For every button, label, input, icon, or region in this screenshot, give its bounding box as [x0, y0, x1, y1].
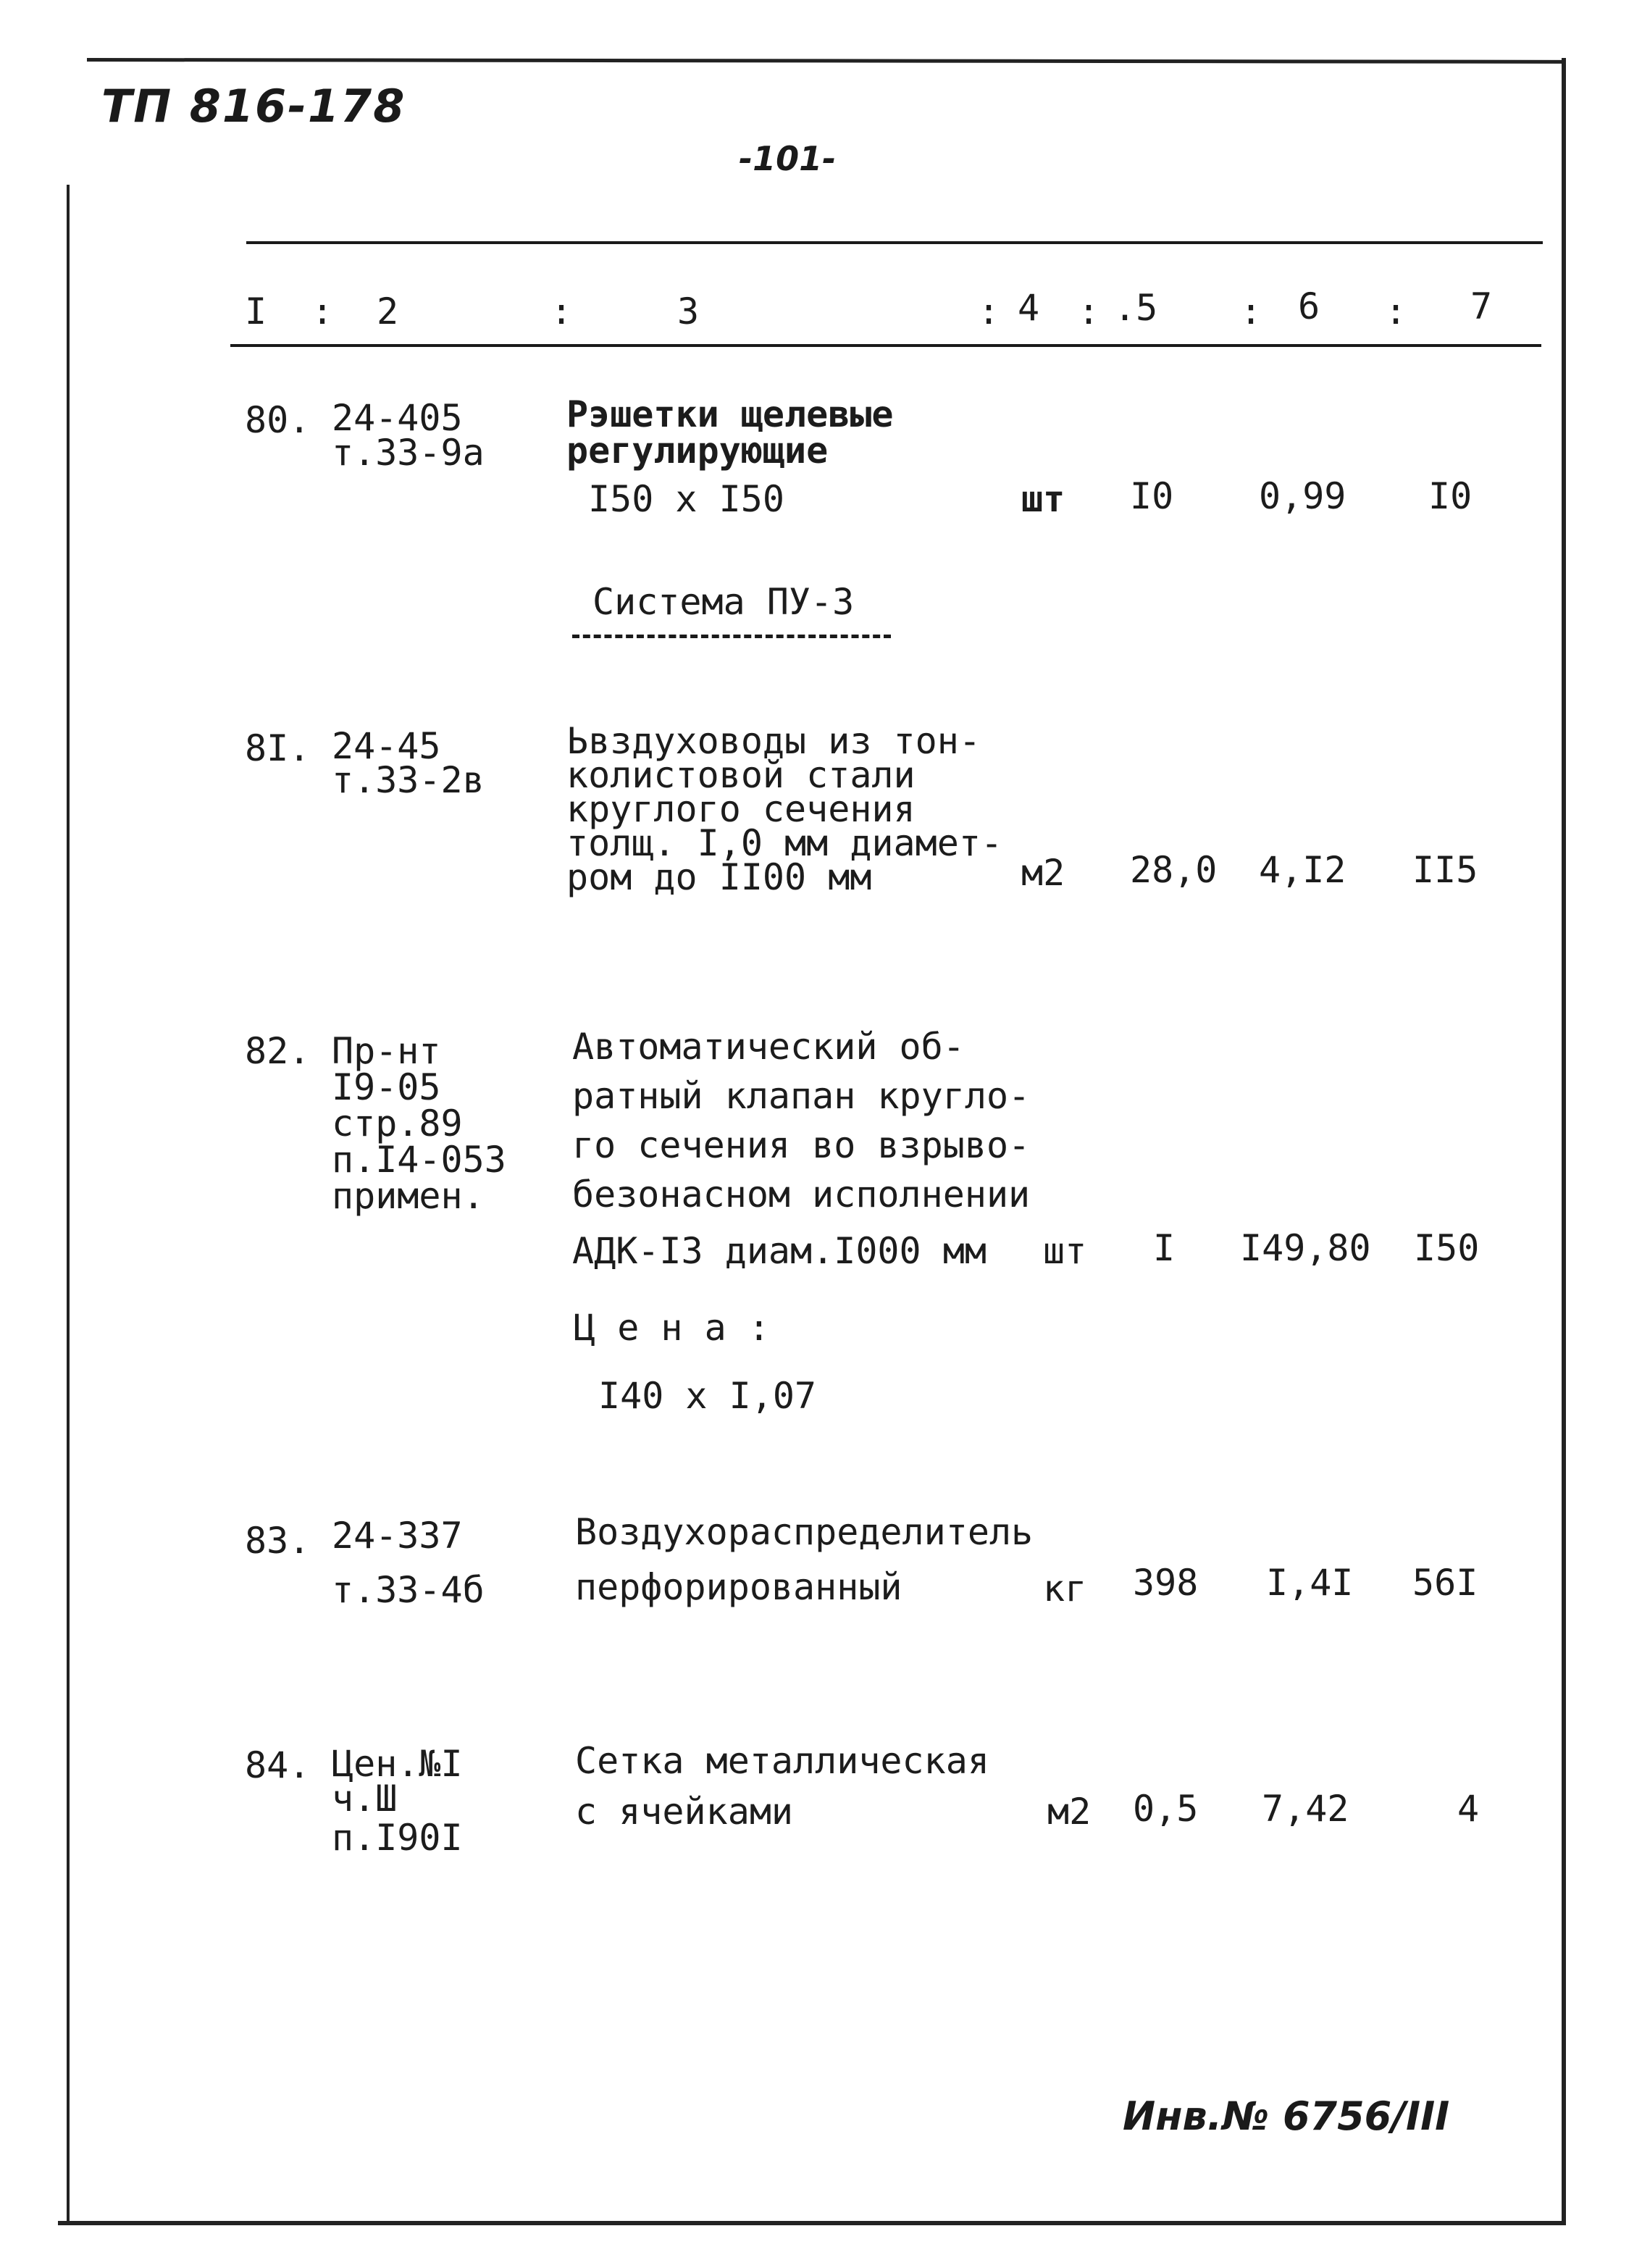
document-code: ТП 816-178: [101, 80, 406, 133]
row-code-line: т.33-4б: [332, 1569, 485, 1611]
row-description-line: толщ. I,0 мм диамет-: [566, 822, 1003, 864]
row-number: 8I.: [245, 727, 311, 769]
row-code-line: стр.89: [332, 1102, 463, 1145]
row-quantity: 0,5: [1133, 1788, 1199, 1830]
price-note-formula: I40 x I,07: [598, 1375, 817, 1417]
row-quantity: I: [1153, 1227, 1176, 1269]
row-description-line: колистовой стали: [566, 754, 916, 796]
row-description-line: АДК-I3 диам.I000 мм: [572, 1230, 987, 1272]
row-code-line: Цен.№I: [332, 1743, 463, 1785]
row-code-line: п.I4-053: [332, 1139, 506, 1181]
row-unit: кг: [1043, 1568, 1087, 1610]
col-header-sep: :: [978, 290, 1000, 332]
row-unit: шт: [1021, 478, 1065, 520]
row-unit: м2: [1047, 1791, 1092, 1833]
row-quantity: I0: [1130, 475, 1174, 517]
row-code-line: ч.Ш: [332, 1778, 398, 1820]
col-header-3: 3: [677, 290, 700, 332]
row-unit: м2: [1021, 852, 1065, 894]
row-price: 7,42: [1262, 1788, 1349, 1830]
row-total: I50: [1414, 1227, 1480, 1269]
frame-right-border: [1562, 58, 1566, 2224]
row-description-line: Сетка металлическая: [575, 1740, 989, 1782]
header-rule-top: [246, 241, 1543, 244]
row-unit: шт: [1043, 1230, 1087, 1272]
col-header-sep: :: [1385, 290, 1407, 332]
row-price: I49,80: [1240, 1227, 1371, 1269]
row-description-line: го сечения во взрыво-: [572, 1124, 1031, 1166]
row-price: 0,99: [1259, 475, 1346, 517]
row-description-line: перфорированный: [575, 1566, 902, 1608]
col-header-5: .5: [1114, 287, 1158, 329]
col-header-4: 4: [1018, 287, 1040, 329]
frame-top-border: [87, 58, 1564, 64]
row-code-line: п.I90I: [332, 1817, 463, 1859]
row-description-line: регулирующие: [566, 430, 829, 472]
row-code-line: 24-45: [332, 725, 441, 767]
col-header-sep: :: [1078, 290, 1100, 332]
row-code-line: т.33-9а: [332, 432, 485, 474]
row-total: 4: [1457, 1788, 1480, 1830]
frame-left-border: [67, 185, 70, 2224]
row-description-line: ром до II00 мм: [566, 856, 872, 898]
row-number: 83.: [245, 1520, 311, 1562]
row-number: 80.: [245, 399, 311, 441]
col-header-sep: :: [1240, 290, 1262, 332]
row-total: II5: [1412, 849, 1478, 891]
row-quantity: 28,0: [1130, 849, 1218, 891]
row-description-line: Автоматический об-: [572, 1026, 965, 1068]
col-header-6: 6: [1298, 285, 1320, 327]
col-header-2: 2: [377, 290, 399, 332]
row-description-line: Ьвздуховоды из тон-: [566, 720, 981, 762]
header-rule-bottom: [230, 344, 1541, 347]
row-description-line: круглого сечения: [566, 788, 916, 830]
col-header-7: 7: [1470, 285, 1493, 327]
frame-bottom-border: [58, 2221, 1566, 2225]
row-code-line: примен.: [332, 1175, 485, 1217]
row-number: 82.: [245, 1030, 311, 1072]
row-code-line: 24-337: [332, 1515, 463, 1557]
row-description-line: Рэшетки щелевые: [566, 393, 894, 435]
row-quantity: 398: [1133, 1562, 1199, 1604]
row-code-line: 24-405: [332, 397, 463, 439]
col-header-1: I: [245, 290, 267, 332]
row-description-line: I50 x I50: [588, 478, 784, 520]
price-note-label: Ц е н а :: [574, 1307, 770, 1349]
col-header-sep: :: [311, 290, 334, 332]
row-price: 4,I2: [1259, 849, 1346, 891]
row-description-line: безонасном исполнении: [572, 1173, 1031, 1215]
section-title-underline: [572, 635, 891, 638]
page-number: -101-: [739, 139, 837, 178]
col-header-sep: :: [550, 290, 573, 332]
row-description-line: с ячейками: [575, 1791, 794, 1833]
row-total: 56I: [1412, 1562, 1478, 1604]
row-price: I,4I: [1266, 1562, 1354, 1604]
row-description-line: Воздухораспределитель: [575, 1511, 1034, 1553]
row-code-line: т.33-2в: [332, 759, 485, 801]
row-description-line: ратный клапан кругло-: [572, 1075, 1031, 1117]
row-total: I0: [1428, 475, 1473, 517]
section-title: Система ПУ-3: [592, 581, 855, 623]
row-code-line: I9-05: [332, 1066, 441, 1108]
row-code-line: Пр-нт: [332, 1030, 441, 1072]
inventory-number: Инв.№ 6756/ІІІ: [1123, 2093, 1450, 2139]
row-number: 84.: [245, 1744, 311, 1786]
